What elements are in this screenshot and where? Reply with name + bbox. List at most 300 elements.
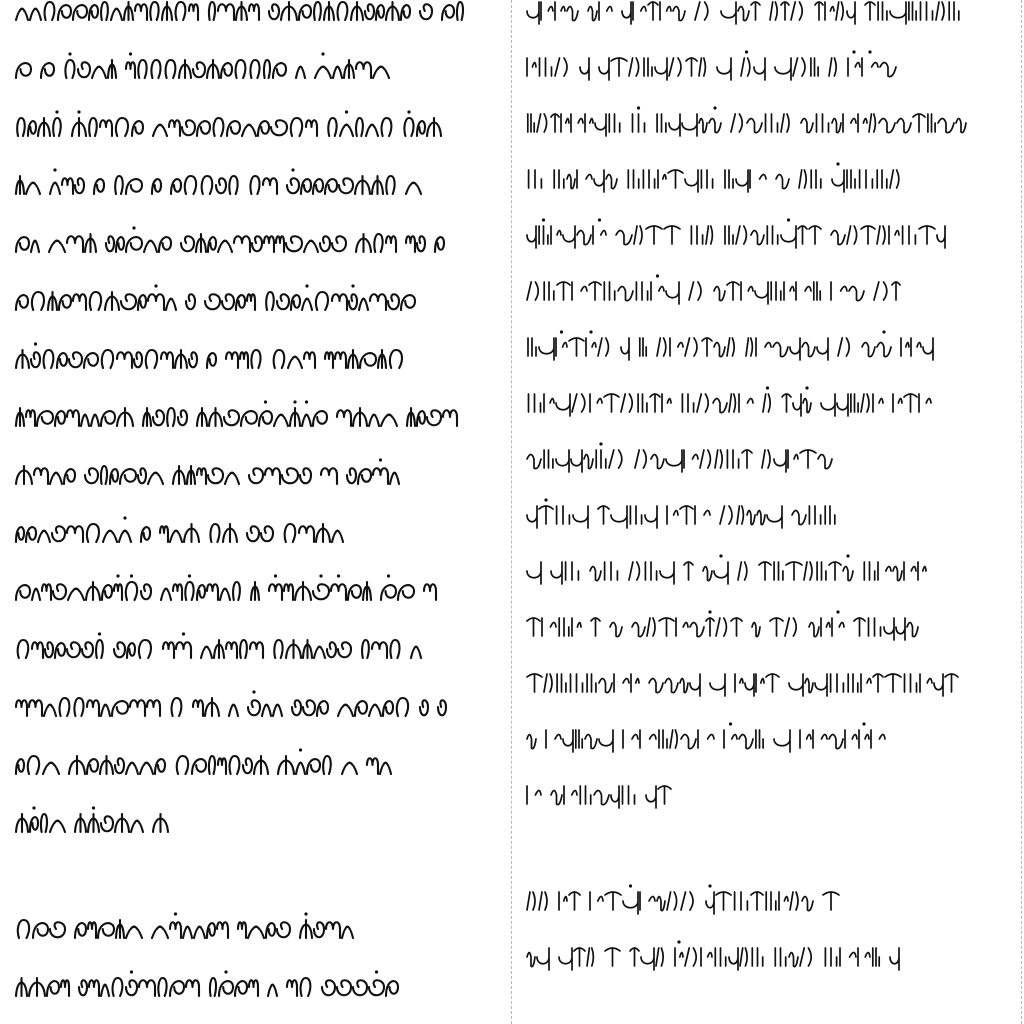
script-glyph (101, 816, 113, 831)
script-glyph (668, 170, 683, 188)
diacritic-dot (188, 574, 191, 577)
script-glyph (316, 292, 328, 310)
script-glyph (554, 170, 564, 188)
script-glyph (781, 226, 796, 248)
script-glyph (438, 700, 446, 715)
script-glyph (539, 506, 553, 524)
script-glyph (788, 450, 798, 468)
script-glyph (153, 410, 164, 425)
script-glyph (572, 618, 581, 636)
script-glyph (770, 618, 783, 636)
script-glyph (537, 114, 547, 132)
script-glyph (804, 562, 812, 580)
diacritic-dot (92, 806, 95, 809)
script-glyph (369, 415, 379, 427)
script-glyph (643, 170, 654, 188)
script-glyph (684, 450, 698, 468)
script-glyph (326, 922, 340, 938)
script-glyph (32, 292, 44, 310)
script-glyph (102, 350, 113, 368)
script-glyph (229, 176, 237, 194)
script-glyph (832, 618, 844, 636)
script-glyph (632, 623, 645, 637)
script-glyph (150, 2, 158, 20)
script-glyph (656, 948, 663, 966)
script-glyph (103, 531, 117, 543)
script-glyph (896, 618, 905, 640)
handwritten-script-glyphs (525, 772, 679, 812)
script-glyph (528, 114, 534, 132)
script-glyph (381, 585, 396, 600)
diacritic-dot (305, 284, 308, 287)
script-glyph (91, 415, 99, 427)
script-glyph (949, 2, 959, 20)
script-glyph (684, 562, 693, 580)
script-glyph (869, 618, 881, 636)
script-glyph (126, 980, 137, 995)
script-glyph (151, 60, 160, 78)
script-glyph (207, 923, 215, 938)
script-glyph (878, 2, 887, 20)
diacritic-dot (174, 912, 177, 915)
script-glyph (618, 287, 633, 301)
script-glyph (85, 234, 96, 252)
script-glyph (192, 759, 206, 774)
handwritten-script-glyphs (14, 278, 432, 318)
script-glyph (98, 923, 114, 938)
script-glyph (62, 178, 73, 194)
diacritic-dot (32, 806, 35, 809)
script-glyph (638, 394, 647, 412)
script-glyph (811, 58, 818, 76)
script-glyph (339, 178, 353, 193)
script-glyph (349, 294, 357, 309)
script-glyph (904, 562, 916, 580)
script-glyph (559, 948, 572, 970)
script-glyph (376, 5, 384, 20)
script-glyph (172, 698, 182, 716)
script-glyph (236, 2, 247, 20)
text-line (525, 934, 904, 974)
text-line (525, 772, 679, 812)
diacritic-dot (68, 52, 71, 55)
script-glyph (171, 179, 181, 194)
script-glyph (724, 730, 737, 748)
script-glyph (176, 2, 186, 20)
script-glyph (551, 114, 559, 132)
script-glyph (701, 170, 712, 188)
script-glyph (87, 700, 99, 716)
script-glyph (809, 506, 820, 524)
script-glyph (360, 353, 376, 368)
diacritic-dot (345, 110, 348, 113)
script-glyph (187, 466, 195, 484)
script-glyph (721, 2, 736, 24)
script-glyph (628, 170, 638, 188)
handwritten-script-glyphs (525, 44, 909, 84)
script-glyph (411, 647, 421, 659)
script-glyph (817, 114, 829, 132)
script-glyph (784, 282, 794, 300)
script-glyph (529, 394, 541, 412)
script-glyph (715, 450, 722, 468)
script-glyph (126, 763, 138, 775)
diacritic-dot (129, 52, 132, 55)
diacritic-dot (123, 516, 126, 519)
script-glyph (604, 394, 619, 412)
script-glyph (838, 338, 849, 356)
script-glyph (285, 524, 296, 542)
script-glyph (217, 922, 228, 938)
script-glyph (635, 450, 646, 468)
script-glyph (44, 705, 56, 717)
diacritic-dot (836, 162, 839, 165)
script-glyph (706, 618, 714, 636)
script-glyph (751, 2, 760, 20)
script-glyph (771, 282, 781, 300)
script-glyph (169, 120, 180, 136)
script-glyph (369, 980, 384, 995)
script-glyph (646, 226, 662, 244)
script-glyph (557, 282, 570, 300)
script-glyph (380, 763, 391, 775)
script-glyph (775, 58, 791, 80)
script-glyph (274, 415, 288, 427)
script-glyph (29, 978, 45, 996)
script-glyph (647, 618, 655, 636)
script-glyph (372, 642, 387, 658)
script-glyph (555, 2, 565, 20)
handwritten-script-glyphs (14, 906, 364, 946)
diacritic-dot (805, 386, 808, 389)
diacritic-dot (708, 610, 711, 613)
script-glyph (756, 674, 764, 692)
script-glyph (598, 506, 609, 524)
diacritic-dot (542, 218, 545, 221)
script-glyph (111, 9, 122, 21)
script-glyph (342, 763, 357, 775)
diacritic-dot (77, 110, 80, 113)
script-glyph (127, 643, 135, 658)
script-glyph (390, 473, 399, 485)
script-glyph (31, 352, 40, 367)
script-glyph (278, 756, 294, 774)
script-glyph (50, 821, 65, 833)
script-glyph (556, 338, 567, 356)
text-line (14, 46, 412, 86)
script-glyph (85, 468, 98, 483)
script-glyph (390, 350, 402, 368)
script-glyph (751, 892, 763, 910)
script-glyph (799, 170, 806, 188)
script-glyph (264, 236, 274, 252)
script-glyph (767, 226, 777, 244)
script-glyph (55, 411, 65, 426)
script-glyph (529, 170, 542, 188)
script-glyph (622, 2, 631, 24)
diacritic-dot (154, 284, 157, 287)
script-glyph (401, 295, 415, 310)
script-glyph (527, 2, 539, 24)
script-glyph (250, 60, 259, 78)
script-glyph (363, 582, 371, 600)
script-glyph (116, 237, 124, 252)
script-glyph (745, 674, 754, 696)
script-glyph (337, 410, 351, 426)
script-glyph (130, 700, 145, 716)
handwritten-script-glyphs (525, 156, 923, 196)
script-glyph (572, 394, 585, 412)
script-glyph (775, 948, 785, 966)
script-glyph (87, 759, 98, 774)
script-glyph (936, 2, 944, 20)
handwritten-script-glyphs (525, 492, 842, 532)
script-glyph (616, 231, 632, 245)
script-glyph (16, 237, 29, 252)
script-glyph (781, 2, 789, 20)
script-glyph (88, 814, 99, 832)
script-glyph (355, 176, 370, 194)
script-glyph (302, 415, 311, 427)
script-glyph (16, 759, 24, 774)
script-glyph (695, 2, 708, 20)
script-glyph (911, 338, 921, 356)
script-glyph (16, 814, 28, 832)
diacritic-dot (787, 218, 790, 221)
script-glyph (166, 299, 176, 311)
script-glyph (61, 980, 69, 996)
script-glyph (567, 175, 575, 189)
script-glyph (327, 642, 336, 657)
script-glyph (923, 338, 933, 360)
diacritic-dot (304, 912, 307, 915)
script-glyph (681, 735, 696, 749)
script-glyph (873, 394, 883, 412)
script-glyph (551, 791, 562, 805)
script-glyph (424, 584, 436, 600)
script-glyph (210, 524, 219, 542)
script-glyph (18, 640, 29, 658)
handwritten-script-glyphs (525, 604, 928, 644)
script-glyph (126, 927, 142, 939)
text-line (14, 684, 451, 724)
script-glyph (739, 394, 753, 412)
diacritic-dot (713, 106, 716, 109)
script-glyph (134, 352, 142, 367)
script-glyph (292, 700, 301, 715)
script-glyph (599, 730, 613, 752)
script-glyph (94, 179, 104, 194)
script-glyph (315, 67, 331, 79)
script-glyph (101, 2, 108, 20)
script-glyph (825, 948, 836, 966)
script-glyph (186, 294, 195, 309)
right-text-column (525, 0, 1005, 1024)
script-glyph (848, 58, 860, 76)
script-glyph (53, 118, 61, 136)
script-glyph (144, 241, 157, 253)
script-glyph (30, 9, 41, 21)
script-glyph (338, 2, 348, 20)
script-glyph (323, 756, 331, 774)
script-glyph (269, 4, 279, 19)
script-glyph (38, 531, 50, 543)
text-line (525, 660, 967, 700)
diacritic-dot (677, 940, 680, 943)
script-glyph (670, 730, 677, 748)
script-glyph (41, 63, 54, 78)
diacritic-dot (53, 168, 56, 171)
script-glyph (877, 343, 891, 357)
script-glyph (892, 282, 900, 300)
script-glyph (324, 2, 334, 20)
script-glyph (435, 237, 444, 252)
script-glyph (17, 118, 25, 136)
script-glyph (176, 642, 191, 658)
script-glyph (121, 294, 136, 309)
script-glyph (614, 674, 629, 692)
script-glyph (348, 585, 361, 600)
script-glyph (847, 170, 855, 188)
script-glyph (226, 642, 237, 658)
script-glyph (254, 756, 268, 774)
script-glyph (621, 338, 629, 360)
script-glyph (67, 410, 79, 426)
script-glyph (201, 647, 212, 659)
script-glyph (741, 58, 750, 76)
script-glyph (314, 647, 325, 659)
diacritic-dot (766, 386, 769, 389)
script-glyph (660, 2, 671, 20)
script-glyph (759, 562, 771, 580)
script-glyph (714, 343, 725, 357)
script-glyph (295, 582, 311, 600)
script-glyph (657, 338, 666, 356)
script-glyph (28, 121, 36, 136)
script-glyph (233, 582, 240, 600)
script-glyph (527, 282, 538, 300)
script-glyph (126, 179, 142, 194)
script-glyph (333, 67, 342, 79)
script-glyph (16, 63, 31, 78)
script-glyph (714, 287, 725, 301)
script-glyph (658, 786, 671, 804)
script-glyph (527, 506, 537, 528)
script-glyph (821, 394, 835, 416)
script-glyph (158, 978, 166, 996)
script-glyph (75, 923, 86, 938)
script-glyph (690, 674, 700, 696)
script-glyph (303, 640, 312, 658)
handwritten-script-glyphs (525, 324, 938, 364)
handwritten-script-glyphs (525, 716, 899, 756)
script-glyph (938, 119, 954, 133)
script-glyph (634, 226, 642, 244)
script-glyph (540, 58, 552, 76)
diacritic-dot (745, 50, 748, 53)
diacritic-dot (319, 574, 322, 577)
script-glyph (934, 674, 943, 696)
script-glyph (571, 450, 582, 472)
script-glyph (659, 730, 667, 748)
script-glyph (420, 700, 428, 715)
script-glyph (666, 282, 679, 304)
script-glyph (829, 562, 841, 580)
script-glyph (178, 410, 187, 425)
script-glyph (831, 674, 844, 692)
script-glyph (89, 980, 99, 996)
script-glyph (720, 506, 732, 524)
script-glyph (738, 562, 747, 580)
script-glyph (756, 730, 763, 748)
script-glyph (116, 920, 124, 938)
script-glyph (73, 294, 86, 310)
script-glyph (38, 118, 50, 136)
script-glyph (595, 114, 606, 136)
script-glyph (148, 473, 163, 485)
script-glyph (770, 2, 777, 20)
script-glyph (147, 700, 160, 716)
script-glyph (690, 623, 704, 637)
script-glyph (817, 562, 826, 580)
diacritic-dot (544, 498, 547, 501)
script-glyph (599, 2, 612, 20)
script-glyph (67, 526, 83, 542)
script-glyph (420, 4, 432, 19)
script-glyph (16, 527, 24, 542)
script-glyph (226, 352, 238, 368)
script-glyph (606, 175, 617, 189)
handwritten-script-glyphs (14, 46, 412, 86)
script-glyph (126, 237, 142, 252)
script-glyph (202, 176, 213, 194)
script-glyph (666, 450, 682, 472)
script-glyph (802, 343, 815, 357)
script-glyph (382, 118, 392, 136)
script-glyph (41, 814, 47, 832)
script-glyph (34, 468, 48, 484)
script-glyph (831, 231, 845, 245)
script-glyph (47, 981, 59, 996)
text-line (525, 492, 842, 532)
script-glyph (170, 922, 181, 938)
script-glyph (457, 2, 463, 20)
script-glyph (814, 282, 820, 300)
script-glyph (729, 394, 735, 412)
script-glyph (100, 120, 112, 136)
script-glyph (681, 892, 693, 910)
script-glyph (736, 170, 748, 192)
diacritic-dot (862, 722, 865, 725)
script-glyph (710, 674, 725, 696)
script-glyph (240, 352, 248, 368)
script-glyph (320, 236, 330, 251)
script-glyph (851, 394, 858, 412)
script-glyph (609, 450, 622, 468)
script-glyph (50, 473, 62, 485)
script-glyph (220, 589, 230, 601)
script-glyph (321, 468, 337, 484)
script-glyph (101, 985, 109, 997)
script-glyph (356, 62, 371, 78)
script-glyph (230, 756, 240, 774)
script-glyph (59, 295, 71, 310)
script-glyph (173, 466, 185, 484)
script-glyph (736, 226, 746, 244)
script-glyph (561, 114, 569, 132)
script-glyph (646, 786, 656, 808)
script-glyph (709, 119, 721, 133)
